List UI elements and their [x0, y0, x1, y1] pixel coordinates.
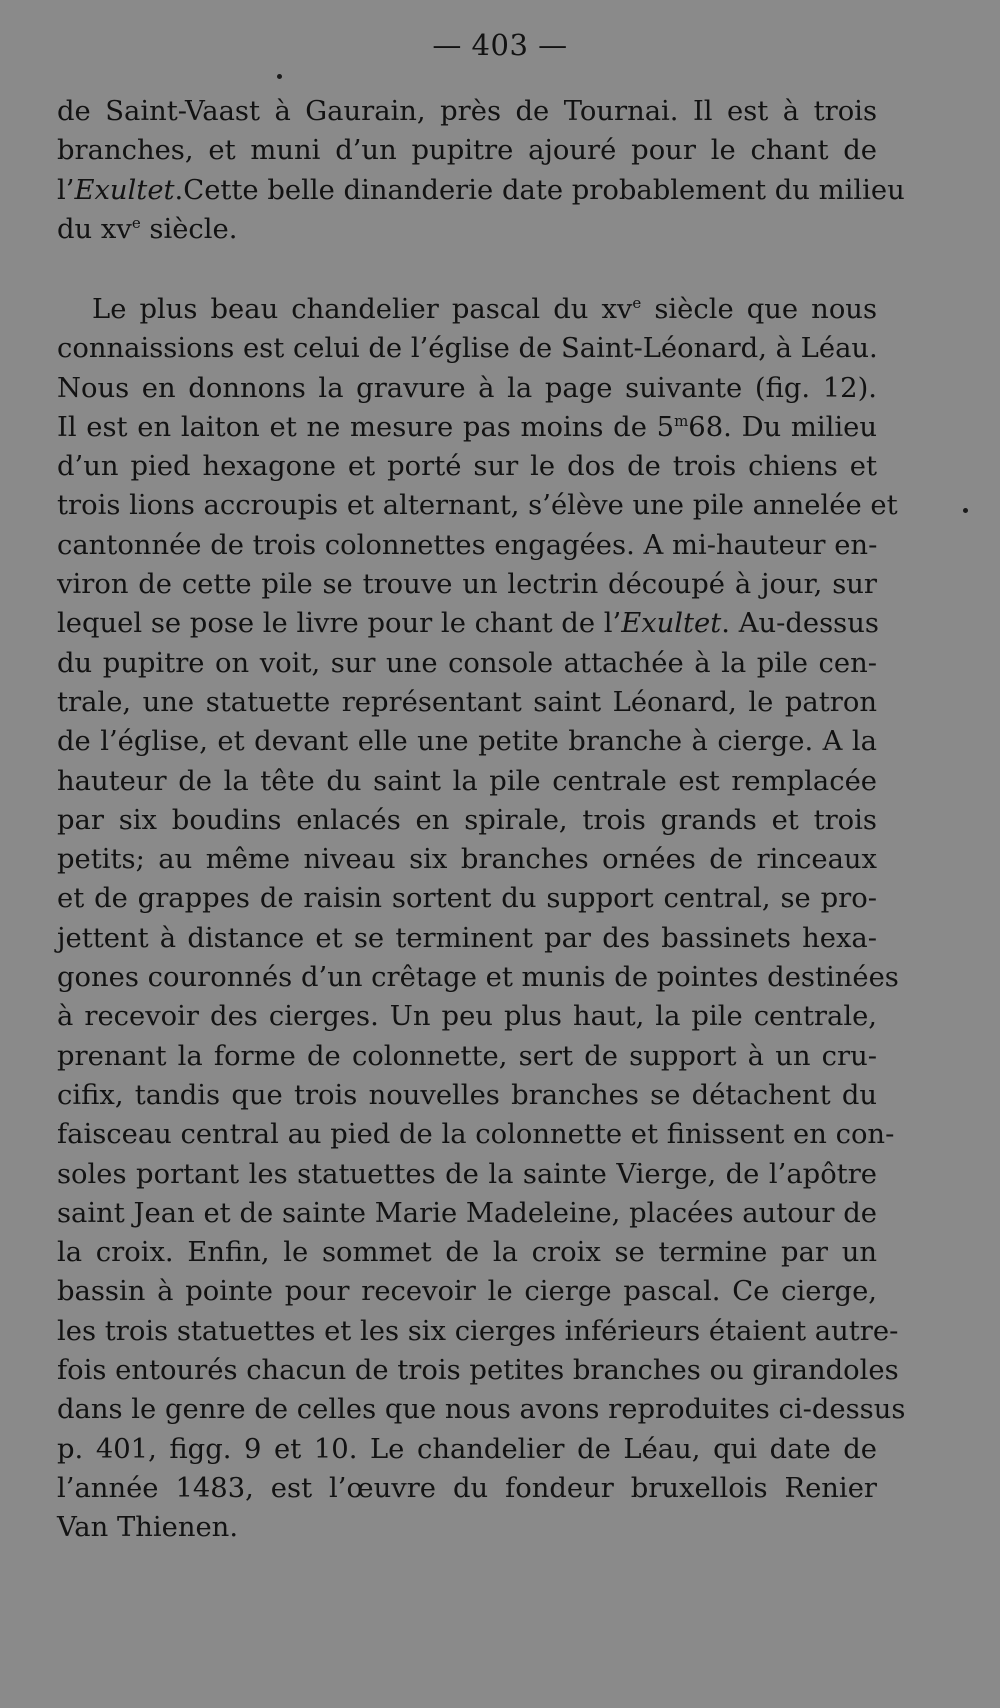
text-line: Le plus beau chandelier pascal du $xv^e$ siècle que nous — [92, 294, 878, 325]
text-line: d’un pied hexagone et porté sur le dos de trois chiens et — [57, 451, 877, 483]
text-line: soles portant les statuettes de la sainte Vierge, de l’apôtre — [57, 1158, 877, 1190]
paragraph-chandelier-leau — [57, 290, 906, 1548]
text-line: prenant la forme de colonnette, sert de support à un cru- — [57, 1040, 877, 1072]
text-line: lequel se pose le livre pour le chant de l’Exultet. Au-dessus — [57, 608, 879, 640]
text-line: cantonnée de trois colonnettes engagées. A mi-hauteur en- — [57, 529, 878, 561]
text-line: Nous en donnons la gravure à la page suivante (fig. 12). — [57, 372, 877, 404]
text-line: saint Jean et de sainte Marie Madeleine, placées autour de — [57, 1197, 877, 1229]
text-line: viron de cette pile se trouve un lectrin découpé à jour, sur — [57, 569, 877, 601]
text-line: du $xv^e$ siècle. — [57, 213, 238, 245]
text-line: l’Exultet.Cette belle dinanderie date probablement du milieu — [57, 174, 905, 206]
ink-speck — [963, 508, 968, 513]
text-line: cifix, tandis que trois nouvelles branches se détachent du — [57, 1079, 877, 1111]
text-line: hauteur de la tête du saint la pile centrale est remplacée — [57, 765, 877, 797]
text-line: faisceau central au pied de la colonnette et finissent en con- — [57, 1119, 895, 1151]
text-line: de l’église, et devant elle une petite branche à cierge. A la — [57, 726, 877, 758]
ink-speck — [277, 74, 282, 79]
text-line: l’année 1483, est l’œuvre du fondeur bruxellois Renier — [57, 1472, 877, 1504]
text-line: à recevoir des cierges. Un peu plus haut, la pile centrale, — [57, 1001, 877, 1033]
text-line: Il est en laiton et ne mesure pas moins de 5$^m$68. Du milieu — [57, 411, 877, 443]
text-line: petits; au même niveau six branches ornées de rinceaux — [57, 844, 877, 876]
text-line: trois lions accroupis et alternant, s’élève une pile annelée et — [57, 490, 898, 522]
text-line: du pupitre on voit, sur une console attachée à la pile cen- — [57, 647, 877, 679]
text-line: de Saint-Vaast à Gaurain, près de Tournai. Il est à trois — [57, 96, 877, 127]
text-line: gones couronnés d’un crêtage et munis de pointes destinées — [57, 962, 899, 994]
text-line: dans le genre de celles que nous avons reproduites ci-dessus — [57, 1394, 906, 1426]
text-line: les trois statuettes et les six cierges inférieurs étaient autre- — [57, 1315, 899, 1347]
text-line: bassin à pointe pour recevoir le cierge pascal. Ce cierge, — [57, 1276, 877, 1308]
text-line: branches, et muni d’un pupitre ajouré pour le chant de — [57, 135, 877, 167]
paragraph-continuation — [57, 92, 905, 249]
text-line: Van Thienen. — [57, 1512, 239, 1544]
text-line: p. 401, figg. 9 et 10. Le chandelier de Léau, qui date de — [57, 1433, 877, 1465]
text-line: et de grappes de raisin sortent du support central, se pro- — [57, 883, 877, 915]
text-line: connaissions est celui de l’église de Saint-Léonard, à Léau. — [57, 333, 878, 365]
text-line: trale, une statuette représentant saint Léonard, le patron — [57, 686, 877, 718]
text-line: jettent à distance et se terminent par des bassinets hexa- — [57, 922, 877, 954]
page-number: — 403 — — [432, 28, 568, 62]
text-line: fois entourés chacun de trois petites branches ou girandoles — [57, 1355, 899, 1387]
text-line: la croix. Enfin, le sommet de la croix se termine par un — [57, 1237, 877, 1269]
text-line: par six boudins enlacés en spirale, trois grands et trois — [57, 804, 877, 836]
